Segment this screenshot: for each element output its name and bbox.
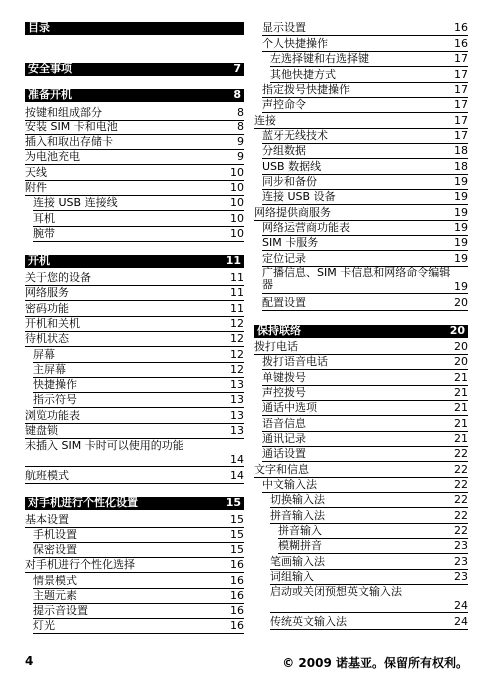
- toc-entry-page: 23: [454, 570, 468, 583]
- toc-entry-title: 通讯记录: [262, 432, 306, 445]
- toc-entry-title: 密码功能: [25, 302, 69, 315]
- toc-entry-title: 准备开机: [28, 88, 72, 101]
- toc-entry-page: 17: [454, 98, 468, 111]
- toc-entry[interactable]: [25, 136, 244, 150]
- toc-entry[interactable]: [33, 228, 244, 242]
- toc-entry[interactable]: [262, 176, 468, 190]
- toc-entry-page: 22: [454, 478, 468, 491]
- toc-entry-title: 文字和信息: [254, 463, 309, 476]
- toc-entry-title: 情景模式: [33, 574, 77, 587]
- toc-entry-title: 广播信息、SIM 卡信息和网络命令编辑器: [262, 266, 451, 291]
- toc-entry-title: 屏幕: [33, 348, 55, 361]
- toc-entry-title: 目录: [28, 21, 50, 34]
- toc-entry-title: 笔画输入法: [270, 555, 325, 568]
- toc-entry[interactable]: [254, 115, 468, 129]
- toc-entry-page: 22: [454, 509, 468, 522]
- toc-entry-page: 16: [230, 558, 244, 571]
- toc-entry[interactable]: [262, 84, 468, 98]
- toc-entry-page: 12: [230, 363, 244, 376]
- toc-entry[interactable]: [25, 167, 244, 181]
- toc-entry-page: 21: [454, 386, 468, 399]
- toc-entry-page: 22: [454, 463, 468, 476]
- toc-entry[interactable]: [270, 494, 468, 508]
- toc-entry-page: 16: [454, 37, 468, 50]
- toc-entry-title: 对手机进行个性化设置: [28, 496, 138, 509]
- toc-entry-title: USB 数据线: [262, 160, 322, 173]
- toc-entry[interactable]: [262, 38, 468, 52]
- toc-entry-page: 8: [233, 88, 241, 101]
- toc-entry-title: 语音信息: [262, 417, 306, 430]
- toc-entry-page: 20: [454, 355, 468, 368]
- toc-entry[interactable]: [33, 575, 244, 589]
- toc-entry-page: 8: [237, 106, 244, 119]
- copyright-notice: © 2009 诺基亚。保留所有权利。: [282, 656, 468, 670]
- toc-entry[interactable]: [262, 402, 468, 416]
- toc-entry-page: 15: [225, 496, 241, 509]
- toc-entry[interactable]: [33, 197, 244, 211]
- toc-entry[interactable]: [25, 514, 244, 528]
- toc-entry-page: 13: [230, 424, 244, 437]
- toc-entry-title: 航班模式: [25, 469, 69, 482]
- toc-entry-page: 19: [454, 206, 468, 219]
- toc-section-heading[interactable]: [25, 63, 244, 76]
- toc-entry-title: 插入和取出存储卡: [25, 135, 113, 148]
- toc-entry-title: 传统英文输入法: [270, 615, 347, 628]
- toc-entry-page: 11: [230, 286, 244, 299]
- toc-entry-title: 天线: [25, 166, 47, 179]
- toc-entry[interactable]: [33, 620, 244, 634]
- toc-entry-title: 指定拨号快捷操作: [262, 83, 350, 96]
- toc-entry-title: 指示符号: [33, 393, 77, 406]
- toc-entry[interactable]: [262, 418, 468, 432]
- toc-entry[interactable]: [270, 616, 468, 630]
- toc-entry-page: 17: [454, 68, 468, 81]
- toc-entry-page: 16: [230, 619, 244, 632]
- toc-entry[interactable]: [33, 379, 244, 393]
- toc-entry-title: 键盘锁: [25, 424, 58, 437]
- toc-entry[interactable]: [270, 586, 468, 613]
- toc-entry[interactable]: [25, 440, 244, 467]
- toc-entry[interactable]: [254, 341, 468, 355]
- toc-entry-page: 20: [449, 324, 465, 337]
- toc-entry-page: 7: [233, 62, 241, 75]
- toc-entry-title: 耳机: [33, 212, 55, 225]
- toc-entry-page: 13: [230, 378, 244, 391]
- toc-entry-title: 附件: [25, 181, 47, 194]
- toc-entry-title: 为电池充电: [25, 150, 80, 163]
- toc-entry-page: 20: [454, 340, 468, 353]
- toc-entry-title: 浏览功能表: [25, 409, 80, 422]
- toc-entry-title: 拼音输入法: [270, 509, 325, 522]
- toc-entry-title: 个人快捷操作: [262, 37, 328, 50]
- toc-entry[interactable]: [25, 151, 244, 165]
- toc-entry-page: 15: [230, 543, 244, 556]
- toc-entry-page: 19: [454, 190, 468, 203]
- toc-entry-page: 24: [454, 599, 468, 612]
- toc-entry-page: 19: [454, 252, 468, 265]
- toc-entry-title: 快捷操作: [33, 378, 77, 391]
- toc-entry[interactable]: [262, 22, 468, 36]
- toc-entry[interactable]: [33, 590, 244, 604]
- toc-entry[interactable]: [270, 556, 468, 570]
- toc-entry-title: 显示设置: [262, 21, 306, 34]
- toc-entry-page: 16: [454, 21, 468, 34]
- toc-entry-page: 18: [454, 160, 468, 173]
- toc-entry-page: 10: [230, 181, 244, 194]
- toc-entry-title: 未插入 SIM 卡时可以使用的功能: [25, 439, 184, 452]
- toc-entry[interactable]: [262, 191, 468, 205]
- toc-entry[interactable]: [262, 99, 468, 113]
- toc-entry-page: 19: [454, 236, 468, 249]
- toc-entry-title: 定位记录: [262, 252, 306, 265]
- toc-entry-title: 开机: [28, 254, 50, 267]
- toc-entry-page: 20: [454, 296, 468, 309]
- toc-entry[interactable]: [262, 222, 468, 236]
- toc-entry-page: 21: [454, 401, 468, 414]
- toc-entry-page: 12: [230, 317, 244, 330]
- toc-entry[interactable]: [270, 571, 468, 585]
- toc-entry-page: 10: [230, 227, 244, 240]
- toc-entry-page: 17: [454, 83, 468, 96]
- toc-entry[interactable]: [33, 364, 244, 378]
- toc-entry-title: 其他快捷方式: [270, 68, 336, 81]
- toc-entry-page: 17: [454, 52, 468, 65]
- toc-section-heading[interactable]: [254, 325, 468, 338]
- toc-entry-title: 蓝牙无线技术: [262, 129, 328, 142]
- toc-entry[interactable]: [270, 69, 468, 83]
- toc-section-heading[interactable]: [25, 497, 244, 510]
- toc-entry-page: 10: [230, 196, 244, 209]
- toc-entry-page: 21: [454, 371, 468, 384]
- toc-entry-page: 11: [230, 302, 244, 315]
- toc-entry-title: SIM 卡服务: [262, 236, 319, 249]
- toc-entry-page: 17: [454, 114, 468, 127]
- toc-entry[interactable]: [25, 182, 244, 196]
- toc-entry-title: 通话中选项: [262, 401, 317, 414]
- toc-entry-page: 19: [454, 280, 468, 293]
- toc-entry-page: 23: [454, 555, 468, 568]
- toc-entry-title: 关于您的设备: [25, 271, 91, 284]
- toc-entry-title: 中文输入法: [262, 478, 317, 491]
- toc-entry-title: 主屏幕: [33, 363, 66, 376]
- toc-entry-title: 连接 USB 设备: [262, 190, 336, 203]
- toc-entry-title: 腕带: [33, 227, 55, 240]
- toc-entry[interactable]: [25, 333, 244, 347]
- toc-entry[interactable]: [278, 525, 468, 539]
- page-number: 4: [25, 654, 34, 668]
- toc-entry-page: 12: [230, 348, 244, 361]
- toc-entry-title: 保持联络: [257, 324, 301, 337]
- toc-entry[interactable]: [278, 540, 468, 554]
- toc-entry[interactable]: [25, 559, 244, 573]
- toc-entry-title: 按键和组成部分: [25, 106, 102, 119]
- toc-entry-page: 23: [454, 539, 468, 552]
- toc-entry[interactable]: [25, 318, 244, 332]
- toc-entry[interactable]: [270, 53, 468, 67]
- toc-entry-title: 单键拨号: [262, 371, 306, 384]
- toc-entry[interactable]: [25, 272, 244, 286]
- toc-entry-page: 15: [230, 528, 244, 541]
- toc-entry-title: 待机状态: [25, 332, 69, 345]
- toc-entry-page: 11: [230, 271, 244, 284]
- toc-entry-title: 拨打语音电话: [262, 355, 328, 368]
- toc-entry-title: 网络运营商功能表: [262, 221, 350, 234]
- toc-entry-title: 分组数据: [262, 144, 306, 157]
- toc-entry-title: 同步和备份: [262, 175, 317, 188]
- toc-entry-title: 词组输入: [270, 570, 314, 583]
- toc-entry-title: 连接: [254, 114, 276, 127]
- toc-entry-page: 24: [454, 615, 468, 628]
- toc-entry-page: 10: [230, 166, 244, 179]
- toc-entry[interactable]: [33, 349, 244, 363]
- toc-entry-title: 提示音设置: [33, 604, 88, 617]
- toc-entry-page: 9: [237, 150, 244, 163]
- toc-entry-page: 22: [454, 493, 468, 506]
- toc-entry-page: 19: [454, 221, 468, 234]
- toc-entry-page: 10: [230, 212, 244, 225]
- toc-entry-title: 启动或关闭预想英文输入法: [270, 585, 402, 598]
- toc-entry[interactable]: [254, 464, 468, 478]
- toc-entry-page: 16: [230, 604, 244, 617]
- toc-entry[interactable]: [33, 394, 244, 408]
- toc-entry-title: 保密设置: [33, 543, 77, 556]
- toc-entry[interactable]: [25, 303, 244, 317]
- toc-entry-page: 21: [454, 417, 468, 430]
- toc-entry-page: 13: [230, 409, 244, 422]
- toc-entry-page: 17: [454, 129, 468, 142]
- toc-entry-page: 13: [230, 393, 244, 406]
- toc-entry-title: 安全事项: [28, 62, 72, 75]
- toc-entry-title: 模糊拼音: [278, 539, 322, 552]
- toc-entry[interactable]: [262, 253, 468, 267]
- toc-entry-title: 网络提供商服务: [254, 206, 331, 219]
- toc-entry[interactable]: [25, 121, 244, 135]
- toc-entry-page: 21: [454, 432, 468, 445]
- toc-entry-page: 18: [454, 144, 468, 157]
- toc-section-heading[interactable]: [25, 255, 244, 268]
- toc-entry[interactable]: [262, 267, 468, 294]
- toc-entry-title: 开机和关机: [25, 317, 80, 330]
- toc-entry[interactable]: [25, 425, 244, 439]
- toc-entry[interactable]: [270, 510, 468, 524]
- toc-entry-page: 12: [230, 332, 244, 345]
- toc-entry[interactable]: [33, 213, 244, 227]
- toc-entry[interactable]: [262, 130, 468, 144]
- toc-entry-title: 拨打电话: [254, 340, 298, 353]
- toc-entry-page: 14: [230, 453, 244, 466]
- toc-entry-page: 14: [230, 469, 244, 482]
- toc-entry-title: 网络服务: [25, 286, 69, 299]
- toc-entry[interactable]: [262, 237, 468, 251]
- toc-entry-page: 22: [454, 447, 468, 460]
- toc-entry-title: 声控拨号: [262, 386, 306, 399]
- toc-entry[interactable]: [25, 410, 244, 424]
- toc-entry-title: 连接 USB 连接线: [33, 196, 118, 209]
- toc-entry-title: 主题元素: [33, 589, 77, 602]
- toc-entry[interactable]: [254, 207, 468, 221]
- toc-entry[interactable]: [33, 605, 244, 619]
- toc-entry[interactable]: [262, 356, 468, 370]
- toc-entry-page: 11: [225, 254, 241, 267]
- toc-entry-page: 15: [230, 513, 244, 526]
- toc-entry-page: 22: [454, 524, 468, 537]
- toc-entry[interactable]: [262, 433, 468, 447]
- toc-entry-title: 安装 SIM 卡和电池: [25, 120, 118, 133]
- toc-entry[interactable]: [33, 544, 244, 558]
- toc-section-heading[interactable]: [25, 89, 244, 102]
- toc-entry-page: 16: [230, 589, 244, 602]
- toc-entry-title: 配置设置: [262, 296, 306, 309]
- toc-entry-page: 9: [237, 135, 244, 148]
- toc-entry-title: 声控命令: [262, 98, 306, 111]
- toc-section-heading[interactable]: [25, 22, 244, 35]
- toc-entry[interactable]: [262, 387, 468, 401]
- toc-entry[interactable]: [25, 470, 244, 484]
- toc-entry-page: 19: [454, 175, 468, 188]
- toc-entry[interactable]: [262, 145, 468, 159]
- toc-entry[interactable]: [262, 448, 468, 462]
- toc-entry-title: 切换输入法: [270, 493, 325, 506]
- toc-entry-title: 左选择键和右选择键: [270, 52, 369, 65]
- toc-entry[interactable]: [25, 287, 244, 301]
- toc-entry-page: 8: [237, 120, 244, 133]
- toc-entry[interactable]: [262, 372, 468, 386]
- toc-entry-title: 对手机进行个性化选择: [25, 558, 135, 571]
- toc-entry[interactable]: [33, 529, 244, 543]
- toc-entry-page: 16: [230, 574, 244, 587]
- toc-entry[interactable]: [262, 161, 468, 175]
- toc-entry-title: 灯光: [33, 619, 55, 632]
- toc-entry-title: 拼音输入: [278, 524, 322, 537]
- toc-entry[interactable]: [262, 297, 468, 311]
- toc-entry[interactable]: [262, 479, 468, 493]
- toc-entry[interactable]: [25, 107, 244, 121]
- toc-entry-title: 手机设置: [33, 528, 77, 541]
- toc-entry-title: 通话设置: [262, 447, 306, 460]
- toc-entry-title: 基本设置: [25, 513, 69, 526]
